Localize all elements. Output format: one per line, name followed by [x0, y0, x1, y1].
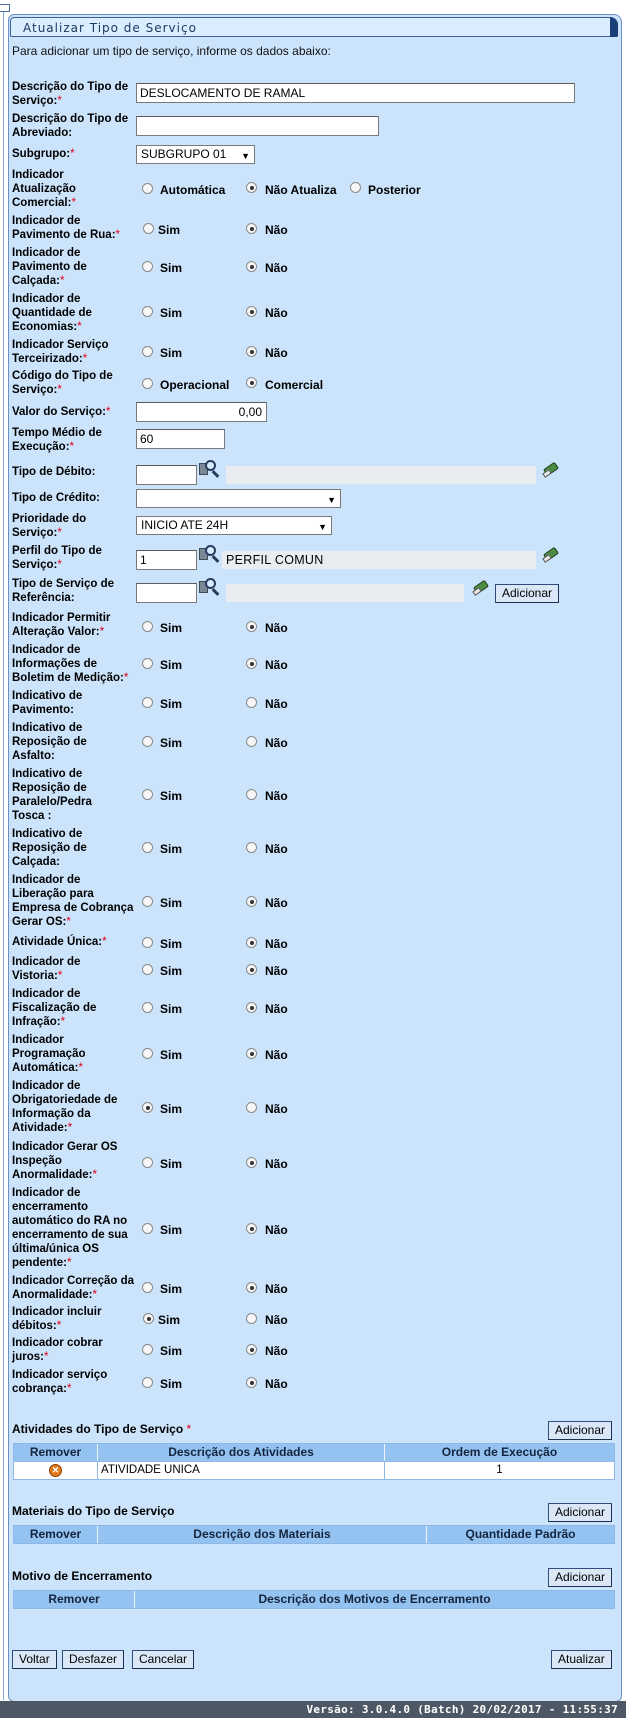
paralelo-radio-nao[interactable] — [246, 789, 257, 800]
required-mark: * — [57, 95, 62, 107]
column-header: Descrição dos Materiais — [98, 1526, 427, 1543]
atividade-unica-radio-nao[interactable] — [246, 937, 257, 948]
materiais-table — [13, 1525, 615, 1544]
descricao-label — [12, 80, 137, 108]
required-mark: * — [57, 970, 63, 982]
prioridade-value: INICIO ATE 24H — [141, 518, 229, 532]
desfazer-button[interactable]: Desfazer — [62, 1650, 124, 1669]
terceirizado-radio-nao[interactable] — [246, 346, 257, 357]
perfil-description: PERFIL COMUN — [222, 551, 536, 569]
servico-cobranca-label-text: Indicador serviço cobrança: — [12, 1369, 108, 1395]
paralelo-option-nao: Não — [265, 789, 288, 803]
tempo-label — [12, 426, 127, 454]
liberacao-radio-sim[interactable] — [142, 896, 153, 907]
required-mark: * — [115, 229, 121, 241]
atividade-descricao: ATIVIDADE UNICA — [98, 1462, 385, 1479]
rep-calcada-label-text: Indicativo de Reposição de Calçada: — [12, 828, 87, 868]
pavimento-label — [12, 689, 122, 717]
chevron-down-icon: ▼ — [318, 522, 327, 532]
asfalto-option-sim: Sim — [160, 736, 183, 750]
cobrar-juros-label-text: Indicador cobrar juros: — [12, 1337, 103, 1363]
descricao-input[interactable]: DESLOCAMENTO DE RAMAL — [136, 83, 575, 103]
alteracao-valor-label-text: Indicador Permitir Alteração Valor: — [12, 612, 111, 638]
programacao-label-text: Indicador Programação Automática: — [12, 1034, 86, 1074]
rep-calcada-option-nao: Não — [265, 842, 288, 856]
gerar-os-label — [12, 1140, 127, 1182]
vistoria-label-text: Indicador de Vistoria: — [12, 956, 81, 982]
pav-calcada-label — [12, 246, 122, 288]
referencia-description — [226, 584, 464, 602]
atividade-unica-label-text: Atividade Única: — [12, 936, 103, 948]
pav-rua-radio-sim[interactable] — [143, 223, 154, 234]
vistoria-radio-nao[interactable] — [246, 964, 257, 975]
column-header: Descrição dos Motivos de Encerramento — [258, 1592, 491, 1606]
voltar-button[interactable]: Voltar — [12, 1650, 57, 1669]
subgrupo-select[interactable] — [136, 145, 255, 164]
required-mark: * — [70, 148, 75, 160]
terceirizado-label-text: Indicador Serviço Terceirizado: — [12, 339, 109, 365]
correcao-option-sim: Sim — [160, 1282, 183, 1296]
required-mark: * — [56, 1320, 62, 1332]
rep-calcada-radio-sim[interactable] — [142, 842, 153, 853]
remove-cell — [14, 1462, 98, 1479]
liberacao-option-sim: Sim — [160, 896, 183, 910]
pav-calcada-option-nao: Não — [265, 261, 288, 275]
atividade-unica-option-nao: Não — [265, 937, 288, 951]
incluir-debitos-label — [12, 1305, 137, 1333]
referencia-label: Tipo de Serviço de Referência: — [12, 578, 115, 604]
servico-cobranca-label — [12, 1368, 137, 1396]
column-header: Quantidade Padrão — [465, 1527, 576, 1541]
alteracao-valor-radio-sim[interactable] — [142, 621, 153, 632]
subgrupo-label-text: Subgrupo: — [12, 148, 71, 160]
prioridade-select[interactable] — [136, 516, 332, 535]
required-mark: * — [57, 527, 62, 539]
pav-rua-option-nao: Não — [265, 223, 288, 237]
correcao-radio-nao[interactable] — [246, 1282, 257, 1293]
qtd-economias-radio-nao[interactable] — [246, 306, 257, 317]
descricao-label-text: Descrição do Tipo de Serviço: — [12, 81, 129, 107]
alteracao-valor-radio-nao[interactable] — [246, 621, 257, 632]
title-notch — [610, 17, 618, 37]
encerramento-ra-option-sim: Sim — [160, 1223, 183, 1237]
boletim-radio-sim[interactable] — [142, 658, 153, 669]
pav-calcada-label-text: Indicador de Pavimento de Calçada: — [12, 247, 87, 287]
abreviado-label: Descrição do Tipo de Abreviado: — [12, 113, 129, 139]
servico-cobranca-option-nao: Não — [265, 1377, 288, 1391]
column-header: Ordem de Execução — [441, 1445, 558, 1459]
liberacao-option-nao: Não — [265, 896, 288, 910]
required-mark: * — [82, 353, 88, 365]
atualizacao-label — [12, 168, 122, 210]
pavimento-radio-nao[interactable] — [246, 697, 257, 708]
paralelo-radio-sim[interactable] — [142, 789, 153, 800]
tempo-input[interactable]: 60 — [136, 429, 225, 449]
fiscalizacao-label — [12, 987, 122, 1029]
column-header: Remover — [14, 1526, 98, 1543]
terceirizado-option-sim: Sim — [160, 346, 183, 360]
cancelar-button[interactable]: Cancelar — [132, 1650, 194, 1669]
boletim-option-nao: Não — [265, 658, 288, 672]
table-header — [14, 1444, 614, 1461]
tipo-credito-label: Tipo de Crédito: — [12, 492, 100, 504]
atualizacao-label-text: Indicador Atualização Comercial: — [12, 169, 76, 209]
terceirizado-option-nao: Não — [265, 346, 288, 360]
atividade-unica-label — [12, 935, 137, 949]
gerar-os-radio-nao[interactable] — [246, 1157, 257, 1168]
tipo-debito-description — [226, 466, 536, 484]
asfalto-radio-nao[interactable] — [246, 736, 257, 747]
programacao-radio-nao[interactable] — [246, 1048, 257, 1059]
perfil-input[interactable]: 1 — [136, 550, 197, 570]
motivos-title: Motivo de Encerramento — [12, 1569, 153, 1583]
asfalto-option-nao: Não — [265, 736, 288, 750]
codigo-tipo-label — [12, 369, 122, 397]
required-mark: * — [66, 1383, 72, 1395]
asfalto-label — [12, 721, 122, 763]
gerar-os-label-text: Indicador Gerar OS Inspeção Anormalidade: — [12, 1141, 118, 1181]
required-mark: * — [102, 936, 107, 948]
version-bar: Versão: 3.0.4.0 (Batch) 20/02/2017 - 11:55:37 — [0, 1701, 626, 1718]
add-atividade-button[interactable]: Adicionar — [548, 1421, 612, 1440]
column-header: Descrição dos Atividades — [98, 1444, 385, 1461]
correcao-option-nao: Não — [265, 1282, 288, 1296]
search-icon[interactable] — [199, 459, 221, 479]
liberacao-label-text: Indicador de Liberação para Empresa de Cobrança Gerar OS: — [12, 874, 134, 928]
atividades-table — [13, 1443, 615, 1480]
cobrar-juros-option-sim: Sim — [160, 1344, 183, 1358]
servico-cobranca-radio-nao[interactable] — [246, 1377, 257, 1388]
cobrar-juros-radio-sim[interactable] — [142, 1344, 153, 1355]
cobrar-juros-option-nao: Não — [265, 1344, 288, 1358]
pav-calcada-radio-sim[interactable] — [142, 261, 153, 272]
obrigatoriedade-radio-sim[interactable] — [142, 1102, 153, 1113]
add-motivo-button[interactable]: Adicionar — [548, 1568, 612, 1587]
liberacao-label — [12, 873, 137, 929]
required-mark: * — [69, 441, 75, 453]
pav-rua-option-sim: Sim — [158, 223, 181, 237]
vistoria-radio-sim[interactable] — [142, 964, 153, 975]
rep-calcada-label — [12, 827, 122, 869]
corner-tab — [0, 4, 10, 12]
cobrar-juros-radio-nao[interactable] — [246, 1344, 257, 1355]
valor-input[interactable]: 0,00 — [136, 402, 267, 422]
encerramento-ra-label-text: Indicador de encerramento automático do RA no encerramento de sua última/única OS pendente: — [12, 1187, 128, 1269]
encerramento-ra-radio-sim[interactable] — [142, 1223, 153, 1234]
fiscalizacao-radio-nao[interactable] — [246, 1002, 257, 1013]
prioridade-label-text: Prioridade do Serviço: — [12, 513, 87, 539]
vistoria-option-sim: Sim — [160, 964, 183, 978]
left-rule — [0, 10, 4, 1700]
codigo-tipo-label-text: Código do Tipo de Serviço: — [12, 370, 113, 396]
programacao-radio-sim[interactable] — [142, 1048, 153, 1059]
tipo-debito-input[interactable] — [136, 465, 197, 485]
obrigatoriedade-label-text: Indicador de Obrigatoriedade de Informação da Atividade: — [12, 1080, 118, 1134]
correcao-label-text: Indicador Correção da Anormalidade: — [12, 1275, 135, 1301]
incluir-debitos-label-text: Indicador incluir débitos: — [12, 1306, 102, 1332]
pav-rua-label — [12, 214, 137, 242]
page-title-bar — [10, 17, 618, 37]
required-mark: * — [66, 1257, 72, 1269]
prioridade-label — [12, 512, 127, 540]
required-mark: * — [77, 321, 82, 333]
terceirizado-label — [12, 338, 127, 366]
boletim-label — [12, 643, 137, 685]
required-mark: * — [78, 1062, 83, 1074]
column-header: Remover — [14, 1591, 135, 1608]
search-icon[interactable] — [199, 544, 221, 564]
required-mark: * — [105, 406, 111, 418]
paralelo-option-sim: Sim — [160, 789, 183, 803]
asfalto-radio-sim[interactable] — [142, 736, 153, 747]
qtd-economias-option-sim: Sim — [160, 306, 183, 320]
atualizar-button[interactable]: Atualizar — [551, 1650, 612, 1669]
required-mark: * — [57, 384, 62, 396]
required-mark: * — [186, 1422, 192, 1436]
fiscalizacao-label-text: Indicador de Fiscalização de Infração: — [12, 988, 97, 1028]
boletim-option-sim: Sim — [160, 658, 183, 672]
vistoria-option-nao: Não — [265, 964, 288, 978]
cobrar-juros-label — [12, 1336, 122, 1364]
remove-icon[interactable]: ✕ — [49, 1464, 62, 1477]
table-header — [14, 1526, 614, 1543]
add-referencia-button[interactable]: Adicionar — [495, 584, 559, 603]
add-material-button[interactable]: Adicionar — [548, 1503, 612, 1522]
obrigatoriedade-option-sim: Sim — [160, 1102, 183, 1116]
atividades-title — [12, 1422, 191, 1436]
codigo-radio-operacional[interactable] — [142, 378, 153, 389]
programacao-label — [12, 1033, 122, 1075]
atualizacao-option-automatica: Automática — [160, 183, 226, 197]
required-mark: * — [66, 916, 71, 928]
qtd-economias-label — [12, 292, 122, 334]
pav-calcada-radio-nao[interactable] — [246, 261, 257, 272]
required-mark: * — [59, 275, 65, 287]
atividades-title-text: Atividades do Tipo de Serviço — [12, 1422, 184, 1436]
required-mark: * — [92, 1169, 97, 1181]
atualizacao-radio-automatica[interactable] — [142, 183, 153, 194]
required-mark: * — [123, 672, 129, 684]
chevron-down-icon: ▼ — [241, 151, 250, 161]
incluir-debitos-option-sim: Sim — [158, 1313, 181, 1327]
programacao-option-nao: Não — [265, 1048, 288, 1062]
tempo-label-text: Tempo Médio de Execução: — [12, 427, 102, 453]
atualizacao-option-posterior: Posterior — [368, 183, 421, 197]
pavimento-radio-sim[interactable] — [142, 697, 153, 708]
referencia-input[interactable] — [136, 583, 197, 603]
rep-calcada-option-sim: Sim — [160, 842, 183, 856]
pav-rua-label-text: Indicador de Pavimento de Rua: — [12, 215, 116, 241]
atualizacao-radio-nao-atualiza[interactable] — [246, 182, 257, 193]
required-mark: * — [60, 1016, 66, 1028]
alteracao-valor-option-nao: Não — [265, 621, 288, 635]
paralelo-label-text: Indicativo de Reposição de Paralelo/Pedra Tosca : — [12, 768, 92, 822]
required-mark: * — [92, 1289, 97, 1301]
atualizacao-option-nao-atualiza: Não Atualiza — [265, 183, 337, 197]
obrigatoriedade-radio-nao[interactable] — [246, 1102, 257, 1113]
valor-label-text: Valor do Serviço: — [12, 406, 106, 418]
fiscalizacao-option-nao: Não — [265, 1002, 288, 1016]
motivos-table — [13, 1590, 615, 1609]
eraser-icon[interactable] — [541, 461, 561, 479]
asfalto-label-text: Indicativo de Reposição de Asfalto: — [12, 722, 87, 762]
tipo-debito-label: Tipo de Débito: — [12, 466, 96, 478]
eraser-icon[interactable] — [471, 579, 491, 597]
eraser-icon[interactable] — [541, 546, 561, 564]
obrigatoriedade-option-nao: Não — [265, 1102, 288, 1116]
column-header: Remover — [14, 1444, 98, 1461]
chevron-down-icon: ▼ — [327, 495, 336, 505]
valor-label — [12, 405, 110, 419]
tipo-credito-select[interactable] — [136, 489, 341, 508]
incluir-debitos-option-nao: Não — [265, 1313, 288, 1327]
required-mark: * — [99, 626, 105, 638]
pav-rua-radio-nao[interactable] — [246, 223, 257, 234]
search-icon[interactable] — [199, 577, 221, 597]
required-mark: * — [71, 197, 76, 209]
rep-calcada-radio-nao[interactable] — [246, 842, 257, 853]
subgrupo-label — [12, 147, 75, 161]
gerar-os-radio-sim[interactable] — [142, 1157, 153, 1168]
pavimento-label-text: Indicativo de Pavimento: — [12, 690, 83, 716]
perfil-label-text: Perfil do Tipo de Serviço: — [12, 545, 102, 571]
servico-cobranca-radio-sim[interactable] — [142, 1377, 153, 1388]
fiscalizacao-option-sim: Sim — [160, 1002, 183, 1016]
alteracao-valor-option-sim: Sim — [160, 621, 183, 635]
qtd-economias-radio-sim[interactable] — [142, 306, 153, 317]
codigo-option-operacional: Operacional — [160, 378, 230, 392]
required-mark: * — [43, 1351, 49, 1363]
terceirizado-radio-sim[interactable] — [142, 346, 153, 357]
codigo-option-comercial: Comercial — [265, 378, 324, 392]
materiais-title: Materiais do Tipo de Serviço — [12, 1504, 175, 1518]
table-row — [14, 1461, 614, 1479]
perfil-label — [12, 544, 127, 572]
encerramento-ra-radio-nao[interactable] — [246, 1223, 257, 1234]
boletim-radio-nao[interactable] — [246, 658, 257, 669]
correcao-radio-sim[interactable] — [142, 1282, 153, 1293]
gerar-os-option-nao: Não — [265, 1157, 288, 1171]
codigo-radio-comercial[interactable] — [246, 377, 257, 388]
atualizacao-radio-posterior[interactable] — [350, 182, 361, 193]
incluir-debitos-radio-nao[interactable] — [246, 1313, 257, 1324]
fiscalizacao-radio-sim[interactable] — [142, 1002, 153, 1013]
pavimento-option-sim: Sim — [160, 697, 183, 711]
correcao-label — [12, 1274, 137, 1302]
atividade-unica-option-sim: Sim — [160, 937, 183, 951]
alteracao-valor-label — [12, 611, 127, 639]
table-header — [14, 1591, 614, 1608]
abreviado-input[interactable] — [136, 116, 379, 136]
qtd-economias-label-text: Indicador de Quantidade de Economias: — [12, 293, 92, 333]
incluir-debitos-radio-sim[interactable] — [143, 1313, 154, 1324]
atividade-unica-radio-sim[interactable] — [142, 937, 153, 948]
gerar-os-option-sim: Sim — [160, 1157, 183, 1171]
pav-calcada-option-sim: Sim — [160, 261, 183, 275]
boletim-label-text: Indicador de Informações de Boletim de Medição: — [12, 644, 124, 684]
required-mark: * — [67, 1122, 73, 1134]
obrigatoriedade-label — [12, 1079, 137, 1135]
qtd-economias-option-nao: Não — [265, 306, 288, 320]
programacao-option-sim: Sim — [160, 1048, 183, 1062]
encerramento-ra-label — [12, 1186, 137, 1270]
vistoria-label — [12, 955, 122, 983]
subgrupo-value: SUBGRUPO 01 — [141, 147, 227, 161]
pavimento-option-nao: Não — [265, 697, 288, 711]
intro-text: Para adicionar um tipo de serviço, informe os dados abaixo: — [12, 44, 331, 58]
paralelo-label — [12, 767, 122, 823]
servico-cobranca-option-sim: Sim — [160, 1377, 183, 1391]
atividade-ordem: 1 — [496, 1464, 503, 1476]
required-mark: * — [57, 559, 62, 571]
liberacao-radio-nao[interactable] — [246, 896, 257, 907]
page-title: Atualizar Tipo de Serviço — [23, 21, 197, 35]
encerramento-ra-option-nao: Não — [265, 1223, 288, 1237]
